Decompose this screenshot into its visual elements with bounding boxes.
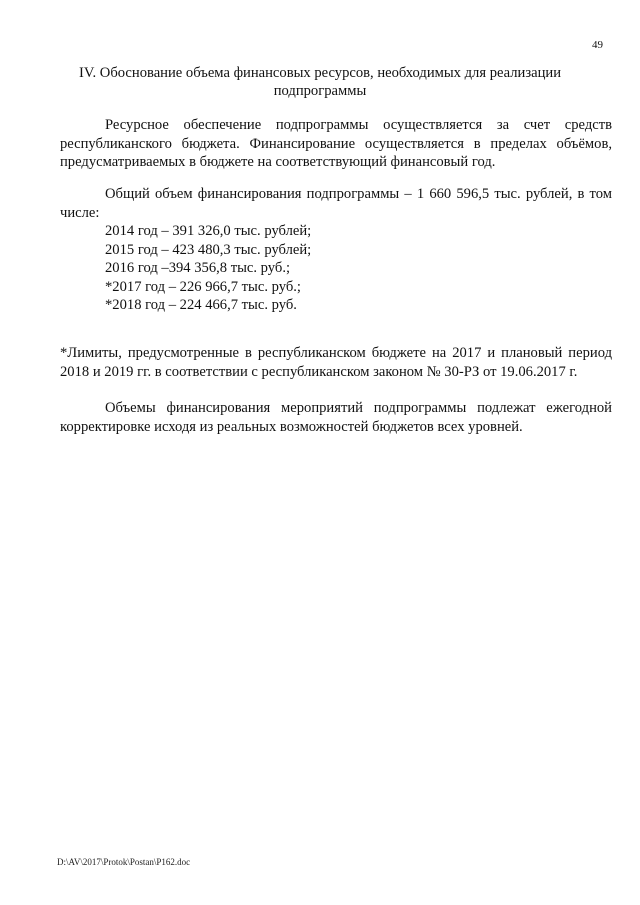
paragraph-annual-adjustment: Объемы финансирования мероприятий подпрограммы подлежат ежегодной корректировке исходя из реальных возможностей бюджетов всех уровней. <box>60 400 612 435</box>
paragraph-resource-provision: Ресурсное обеспечение подпрограммы осуществляется за счет средств республиканского бюджета. Финансирование осуществляется в пределах объёмов, предусматриваемых в бюджете на соответствующий финансовый год. <box>60 117 612 170</box>
paragraph-limits-note: *Лимиты, предусмотренные в республиканском бюджете на 2017 и плановый период 2018 и 2019 гг. в соответствии с республиканском законом № 30-РЗ от 19.06.2017 г. <box>60 345 612 380</box>
funding-year-item: *2018 год – 224 466,7 тыс. руб. <box>105 297 297 313</box>
footer-file-path: D:\AV\2017\Protok\Postan\P162.doc <box>57 857 191 867</box>
page-number: 49 <box>592 39 603 51</box>
funding-year-item: *2017 год – 226 966,7 тыс. руб.; <box>105 278 301 295</box>
funding-year-item: 2014 год – 391 326,0 тыс. рублей; <box>105 223 312 239</box>
funding-year-item: 2016 год –394 356,8 тыс. руб.; <box>105 260 291 276</box>
funding-year-item: 2015 год – 423 480,3 тыс. рублей; <box>105 241 312 258</box>
section-title: IV. Обоснование объема финансовых ресурсов, необходимых для реализации подпрограммы <box>78 65 562 99</box>
paragraph-total-funding: Общий объем финансирования подпрограммы – 1 660 596,5 тыс. рублей, в том числе: <box>60 186 612 221</box>
funding-by-year-list <box>105 222 311 315</box>
